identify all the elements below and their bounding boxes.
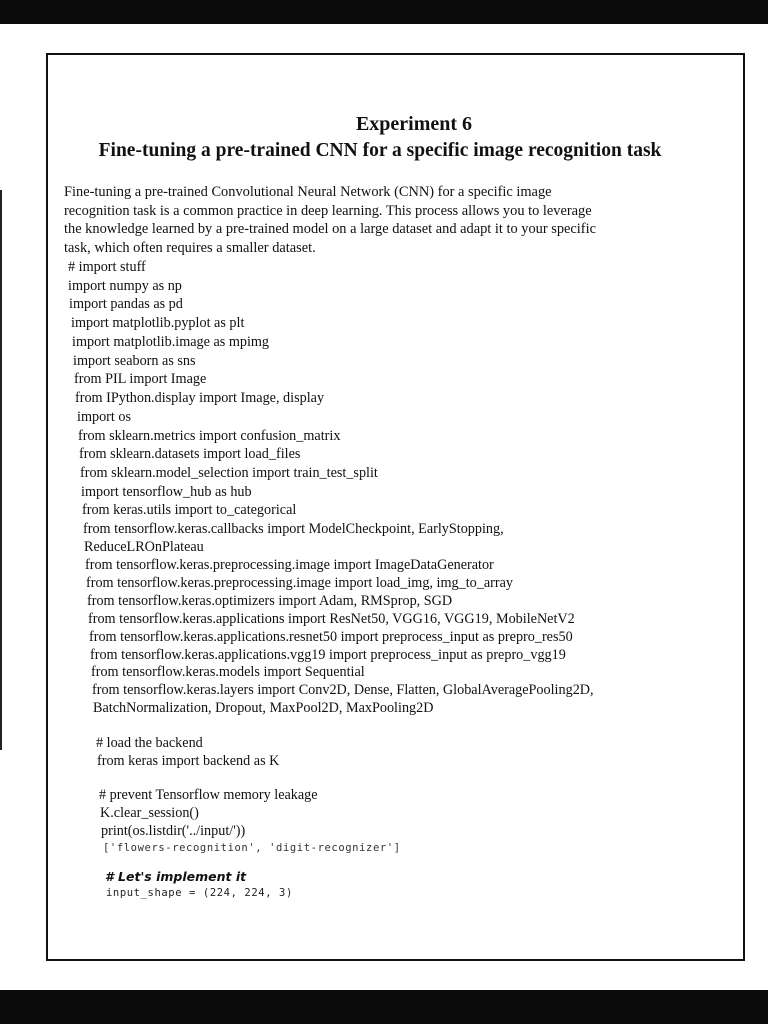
code-line: import pandas as pd [69, 296, 183, 312]
code-line: from tensorflow.keras.applications import ResNet50, VGG16, VGG19, MobileNetV2 [88, 611, 575, 627]
code-line: from IPython.display import Image, display [75, 390, 325, 406]
intro-line: task, which often requires a smaller dataset. [64, 239, 316, 256]
intro-line: Fine-tuning a pre-trained Convolutional Neural Network (CNN) for a specific image [64, 184, 552, 200]
code-line: from tensorflow.keras.optimizers import Adam, RMSprop, SGD [87, 593, 453, 609]
code-comment: # prevent Tensorflow memory leakage [99, 787, 318, 803]
code-line: K.clear_session() [100, 805, 199, 821]
code-line: from tensorflow.keras.layers import Conv2D, Dense, Flatten, GlobalAveragePooling2D, [92, 682, 594, 698]
code-line: BatchNormalization, Dropout, MaxPool2D, MaxPooling2D [93, 700, 434, 716]
code-line: # import stuff [68, 259, 146, 275]
code-line: from tensorflow.keras.preprocessing.image import load_img, img_to_array [86, 575, 513, 591]
code-line: from tensorflow.keras.applications.resnet50 import preprocess_input as prepro_res50 [89, 629, 573, 645]
code-line: from tensorflow.keras.applications.vgg19 import preprocess_input as prepro_vgg19 [90, 647, 566, 663]
code-comment: # load the backend [96, 735, 203, 751]
code-line: from tensorflow.keras.callbacks import ModelCheckpoint, EarlyStopping, [83, 521, 504, 537]
top-border-bar [0, 0, 768, 24]
code-line: print(os.listdir('../input/')) [101, 823, 246, 839]
experiment-subtitle: Fine-tuning a pre-trained CNN for a specific image recognition task [98, 140, 662, 161]
intro-line: recognition task is a common practice in deep learning. This process allows you to leverage [64, 202, 592, 219]
code-line: import numpy as np [68, 278, 182, 294]
experiment-title: Experiment 6 [355, 113, 473, 135]
code-line: from PIL import Image [74, 371, 207, 387]
code-line: from sklearn.metrics import confusion_matrix [78, 428, 341, 444]
code-output: ['flowers-recognition', 'digit-recognizer'] [103, 842, 401, 854]
code-line: from keras.utils import to_categorical [82, 502, 297, 518]
code-line: from sklearn.datasets import load_files [79, 446, 301, 462]
bottom-border-bar [0, 990, 768, 1024]
code-line: import matplotlib.pyplot as plt [71, 315, 245, 331]
code-line: import matplotlib.image as mpimg [72, 334, 270, 350]
left-page-edge [0, 190, 2, 750]
code-line: ReduceLROnPlateau [84, 539, 204, 555]
code-comment: # Let's implement it [105, 869, 247, 884]
code-line: from tensorflow.keras.preprocessing.image import ImageDataGenerator [85, 557, 494, 573]
code-line: import seaborn as sns [73, 353, 196, 369]
code-line: import os [77, 409, 131, 425]
intro-paragraph [64, 183, 684, 257]
intro-line: the knowledge learned by a pre-trained model on a large dataset and adapt it to your specific [64, 221, 596, 237]
code-line: from tensorflow.keras.models import Sequential [91, 664, 365, 680]
code-line: input_shape = (224, 224, 3) [106, 887, 293, 899]
code-line: import tensorflow_hub as hub [81, 484, 252, 500]
code-line: from sklearn.model_selection import train_test_split [80, 465, 378, 481]
code-line: from keras import backend as K [97, 753, 280, 769]
